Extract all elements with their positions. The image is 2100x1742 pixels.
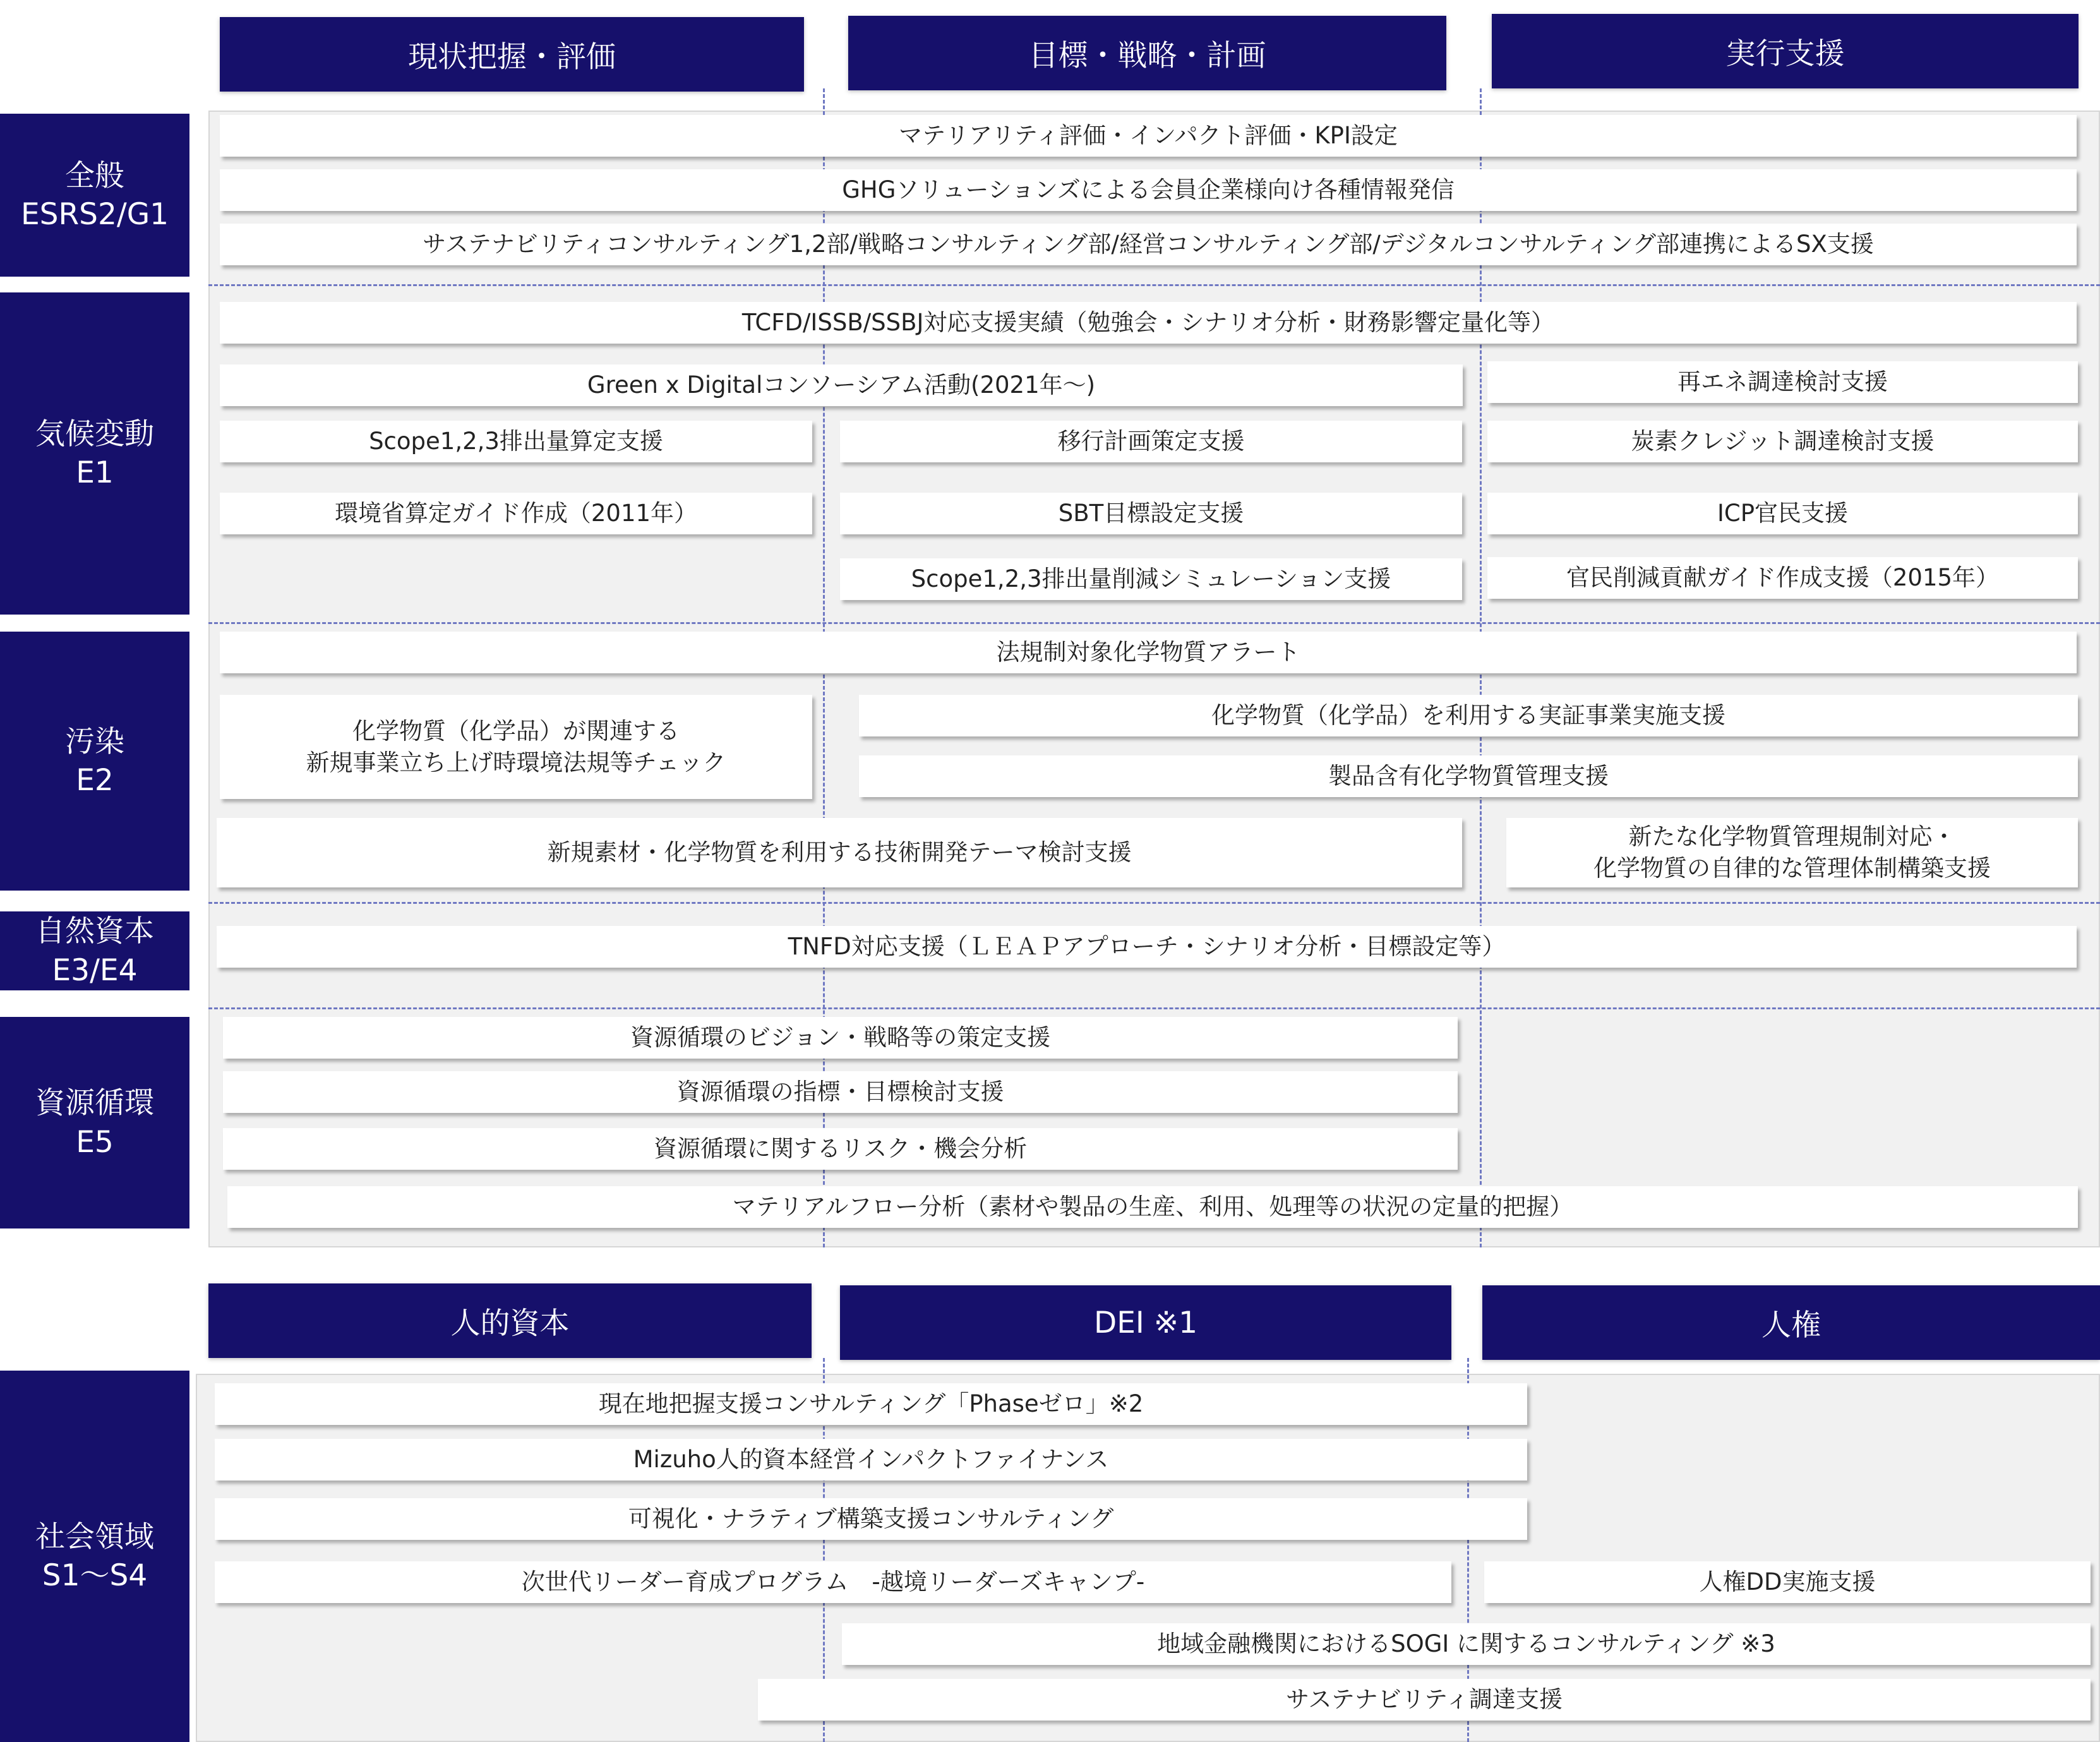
service-bar: Mizuho人的資本経営インパクトファイナンス [215, 1439, 1527, 1481]
service-bar: 再エネ調達検討支援 [1487, 361, 2078, 403]
column-header-human-rights: 人権 [1482, 1285, 2100, 1360]
service-bar: 現在地把握支援コンサルティング「Phaseゼロ」※2 [215, 1383, 1527, 1425]
service-bar: 新規素材・化学物質を利用する技術開発テーマ検討支援 [217, 818, 1462, 887]
category-code: E1 [76, 455, 114, 490]
service-bar-line: 化学物質の自律的な管理体制構築支援 [1593, 855, 1991, 882]
service-bar: GHGソリューションズによる会員企業様向け各種情報発信 [220, 169, 2077, 211]
service-bar: ICP官民支援 [1487, 493, 2078, 534]
service-bar: 人権DD実施支援 [1484, 1561, 2091, 1603]
service-bar: 化学物質（化学品）を利用する実証事業実施支援 [859, 695, 2078, 736]
row-divider [208, 284, 2100, 286]
service-bar: 資源循環に関するリスク・機会分析 [223, 1128, 1458, 1170]
service-bar: TNFD対応支援（ＬＥＡＰアプローチ・シナリオ分析・目標設定等） [217, 926, 2077, 968]
category-pollution [0, 632, 189, 891]
category-code: ESRS2/G1 [20, 197, 169, 232]
category-nature [0, 911, 189, 990]
column-header-execution: 実行支援 [1492, 14, 2079, 88]
category-name: 社会領域 [35, 1519, 154, 1554]
service-bar: SBT目標設定支援 [840, 493, 1462, 534]
category-name: 汚染 [65, 724, 124, 759]
service-bar-line: 新規事業立ち上げ時環境法規等チェック [306, 748, 726, 776]
service-bar: 炭素クレジット調達検討支援 [1487, 421, 2078, 462]
service-bar: 製品含有化学物質管理支援 [859, 755, 2078, 797]
category-general [0, 114, 189, 277]
service-bar: 地域金融機関におけるSOGI に関するコンサルティング ※3 [842, 1623, 2091, 1665]
service-bar-line: 化学物質（化学品）が関連する [352, 717, 680, 745]
service-bar: 資源循環の指標・目標検討支援 [223, 1071, 1458, 1113]
category-code: E3/E4 [52, 952, 138, 988]
category-name: 全般 [65, 158, 124, 193]
service-bar-line: 新たな化学物質管理規制対応・ [1628, 823, 1956, 851]
row-divider [208, 1007, 2100, 1009]
service-bar: 法規制対象化学物質アラート [220, 632, 2077, 673]
category-climate [0, 292, 189, 615]
category-name: 気候変動 [35, 416, 154, 452]
service-bar: 官民削減貢献ガイド作成支援（2015年） [1487, 557, 2078, 599]
category-code: E5 [76, 1124, 114, 1160]
service-bar: サステナビリティコンサルティング1,2部/戦略コンサルティング部/経営コンサルティング部/デジタルコンサルティング部連携によるSX支援 [220, 224, 2077, 265]
category-name: 資源循環 [35, 1086, 154, 1121]
service-bar: マテリアルフロー分析（素材や製品の生産、利用、処理等の状況の定量的把握） [227, 1186, 2078, 1228]
service-bar: マテリアリティ評価・インパクト評価・KPI設定 [220, 115, 2077, 157]
column-header-dei: DEI ※1 [840, 1285, 1451, 1360]
service-bar: 移行計画策定支援 [840, 421, 1462, 462]
service-bar: TCFD/ISSB/SSBJ対応支援実績（勉強会・シナリオ分析・財務影響定量化等） [220, 302, 2077, 344]
service-bar-two-line [1506, 818, 2078, 887]
service-bar: 可視化・ナラティブ構築支援コンサルティング [215, 1498, 1527, 1540]
category-code: S1～S4 [42, 1558, 148, 1593]
category-resource [0, 1017, 189, 1228]
category-name: 自然資本 [35, 914, 154, 949]
category-social [0, 1371, 189, 1742]
service-bar: Scope1,2,3排出量削減シミュレーション支援 [840, 558, 1462, 600]
column-header-assessment: 現状把握・評価 [220, 17, 804, 92]
service-bar: 環境省算定ガイド作成（2011年） [220, 493, 812, 534]
service-bar: サステナビリティ調達支援 [758, 1679, 2091, 1721]
row-divider [208, 902, 2100, 904]
row-divider [208, 622, 2100, 624]
service-bar: 次世代リーダー育成プログラム -越境リーダーズキャンプ- [215, 1561, 1451, 1603]
column-header-strategy: 目標・戦略・計画 [848, 16, 1446, 90]
service-bar: 資源循環のビジョン・戦略等の策定支援 [223, 1017, 1458, 1059]
service-bar-two-line [220, 695, 812, 799]
service-bar: Scope1,2,3排出量算定支援 [220, 421, 812, 462]
service-bar: Green x Digitalコンソーシアム活動(2021年～) [220, 364, 1463, 406]
category-code: E2 [76, 763, 114, 798]
column-header-human-capital: 人的資本 [208, 1283, 812, 1358]
